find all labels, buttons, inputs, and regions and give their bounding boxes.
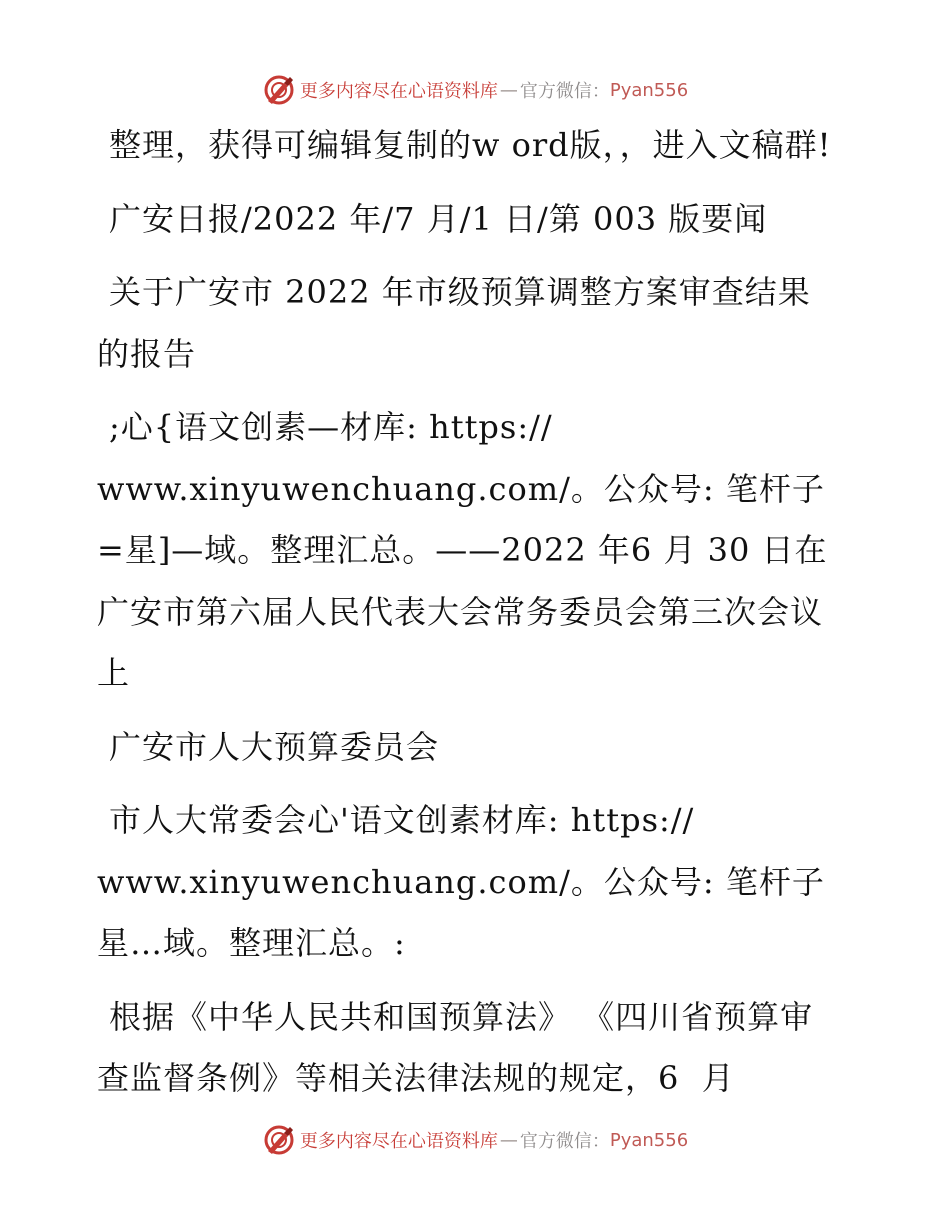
banner-wechat-id: Pyan556 xyxy=(609,79,689,101)
header-banner xyxy=(0,70,950,110)
paragraph-meeting: ;心{语文创素—材库: https:// www.xinyuwenchuang.com/。公众号: 笔杆子=星]—域。整理汇总。——2022 年6 月 30 日在广安市第六届人民代表大会常务委员会第三次会议上 xyxy=(97,408,828,692)
document-body xyxy=(97,115,842,1110)
paragraph-author: 广安市人大预算委员会 xyxy=(109,727,440,766)
banner-wechat-id: Pyan556 xyxy=(609,1129,689,1151)
paragraph-body: 根据《中华人民共和国预算法》 《四川省预算审查监督条例》等相关法律法规的规定，6 月 xyxy=(97,997,814,1097)
banner-promo-text: 更多内容尽在心语资料库 xyxy=(299,81,498,102)
paragraph-source: 广安日报/2022 年/7 月/1 日/第 003 版要闻 xyxy=(109,199,768,238)
banner-official-label: 官方微信： xyxy=(519,1131,610,1152)
banner-separator: — xyxy=(499,1129,518,1151)
paragraph-title: 关于广安市 2022 年市级预算调整方案审查结果的报告 xyxy=(97,273,811,373)
pen-logo-icon xyxy=(262,73,296,107)
banner-promo-text: 更多内容尽在心语资料库 xyxy=(299,1131,498,1152)
banner-separator: — xyxy=(499,79,518,101)
banner-official-label: 官方微信： xyxy=(519,81,610,102)
paragraph-intro: 整理，获得可编辑复制的w ord版，，进入文稿群! xyxy=(109,126,832,164)
paragraph-salutation: 市人大常委会心'语文创素材库: https:// www.xinyuwenchuang.com/。公众号: 笔杆子星…域。整理汇总。: xyxy=(97,801,825,962)
footer-banner xyxy=(0,1120,950,1160)
pen-logo-icon xyxy=(262,1123,296,1157)
